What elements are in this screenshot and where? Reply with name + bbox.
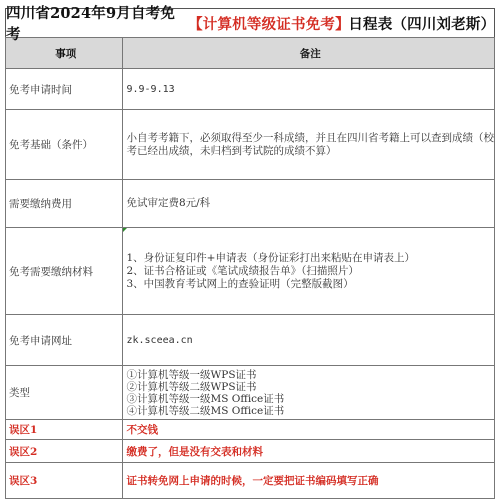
title-suffix: 日程表（四川刘老斯） [348,15,496,33]
row-value[interactable] [123,110,495,180]
value-line: 2、证书合格证或《笔试成绩报告单》（扫描照片） [126,264,359,277]
cell-comment-marker [123,228,127,232]
value-line: 1、身份证复印件+申请表（身份证彩打出来粘贴在申请表上） [126,251,415,264]
table-row [6,315,495,366]
table-row [6,180,495,228]
schedule-table [5,37,495,499]
sheet-title [5,5,496,43]
row-value[interactable] [123,69,495,110]
header-item[interactable]: 事项 [6,38,123,69]
value-line: zk.sceea.cn [126,334,193,346]
value-line: ①计算机等级一级WPS证书 [126,368,257,381]
mistake-text[interactable]: 缴费了，但是没有交表和材料 [123,440,495,463]
mistake-label[interactable]: 误区2 [6,440,123,463]
table-row [6,110,495,180]
schedule-sheet [5,5,496,500]
row-value[interactable] [123,315,495,366]
value-line: 3、中国教育考试网上的查验证明（完整版截图） [126,277,354,290]
mistake-label[interactable]: 误区1 [6,420,123,440]
title-prefix: 四川省2024年9月自考免考 [6,5,176,43]
mistake-text[interactable]: 证书转免网上申请的时候，一定要把证书编码填写正确 [123,463,495,499]
header-remark[interactable]: 备注 [123,38,495,69]
row-label[interactable]: 免考申请网址 [6,315,123,366]
value-line: ③计算机等级一级MS Office证书 [126,392,285,405]
row-label[interactable]: 需要缴纳费用 [6,180,123,228]
table-row [6,69,495,110]
row-label[interactable]: 免考申请时间 [6,69,123,110]
row-label[interactable]: 类型 [6,366,123,420]
value-line: ②计算机等级二级WPS证书 [126,380,257,393]
value-line: ④计算机等级二级MS Office证书 [126,404,285,417]
table-row [6,440,495,463]
row-label[interactable]: 免考基础（条件） [6,110,123,180]
value-line: 小自考考籍下，必须取得至少一科成绩，并且在四川省考籍上可以查到成绩（校考已经出成绩，未归档到考试院的成绩不算） [126,131,494,157]
table-row [6,463,495,499]
mistake-label[interactable]: 误区3 [6,463,123,499]
value-line: 9.9-9.13 [126,83,175,95]
table-row [6,366,495,420]
row-value[interactable] [123,366,495,420]
row-label[interactable]: 免考需要缴纳材料 [6,228,123,315]
mistake-text[interactable]: 不交钱 [123,420,495,440]
table-row [6,228,495,315]
row-value[interactable] [123,228,495,315]
table-row [6,420,495,440]
value-line: 免试审定费8元/科 [126,197,211,209]
title-highlight: 【计算机等级证书免考】 [188,15,350,33]
row-value[interactable] [123,180,495,228]
